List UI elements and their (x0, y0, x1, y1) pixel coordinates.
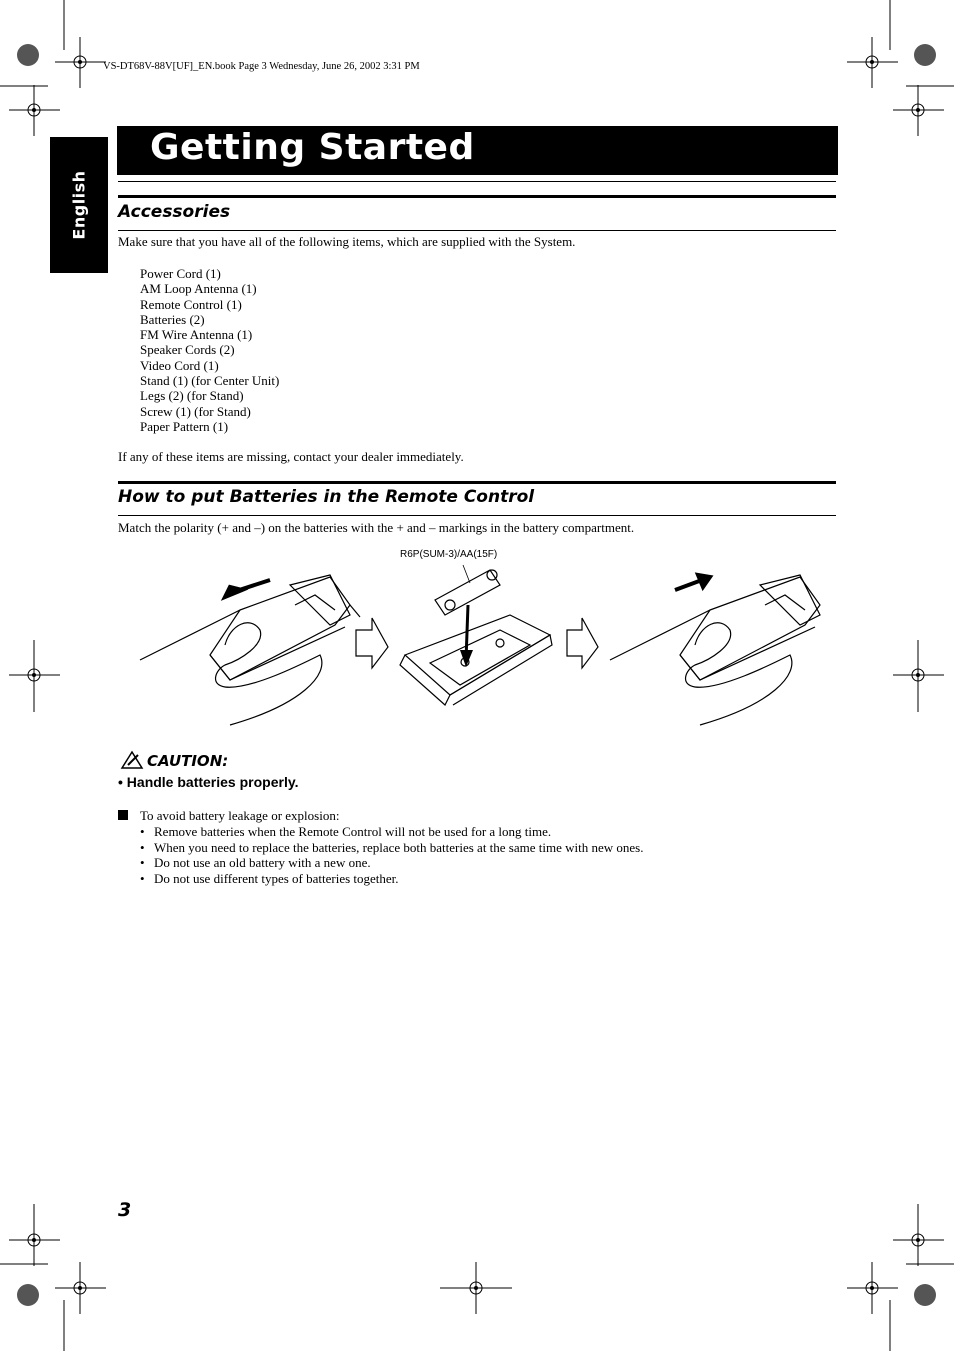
square-bullet-icon (118, 810, 128, 820)
list-item: Batteries (2) (140, 311, 205, 327)
language-tab-label: English (69, 170, 89, 240)
caution-icon (120, 750, 144, 770)
divider-thin (118, 515, 836, 516)
accessories-intro: Make sure that you have all of the following items, which are supplied with the System. (118, 234, 576, 249)
list-item: Speaker Cords (2) (140, 342, 235, 358)
language-tab (50, 137, 108, 273)
list-item: Legs (2) (for Stand) (140, 388, 244, 404)
list-item (140, 855, 643, 871)
book-info-header: VS-DT68V-88V[UF]_EN.book Page 3 Wednesday, June 26, 2002 3:31 PM (103, 61, 420, 72)
battery-type-label: R6P(SUM-3)/AA(15F) (400, 549, 498, 560)
list-item-text: Do not use different types of batteries together. (154, 870, 399, 886)
batteries-intro: Match the polarity (+ and –) on the batteries with the + and – markings in the battery compartment. (118, 520, 635, 535)
leakage-intro: To avoid battery leakage or explosion: (140, 808, 340, 823)
list-item (140, 840, 643, 856)
page-title: Getting Started (150, 127, 475, 168)
list-item-text: Remove batteries when the Remote Control will not be used for a long time. (154, 824, 552, 839)
list-item: Video Cord (1) (140, 357, 219, 373)
list-item-text: Do not use an old battery with a new one. (154, 855, 371, 870)
divider-thin (118, 230, 836, 231)
list-item: Stand (1) (for Center Unit) (140, 373, 280, 389)
list-item-text: When you need to replace the batteries, replace both batteries at the same time with new ones. (154, 839, 644, 855)
divider-thick (118, 195, 836, 198)
divider-thick (118, 481, 836, 484)
batteries-heading: How to put Batteries in the Remote Control (118, 487, 535, 507)
caution-label: CAUTION: (147, 752, 229, 770)
caution-bullet: • Handle batteries properly. (118, 774, 299, 790)
accessories-heading: Accessories (118, 202, 231, 222)
list-item: Remote Control (1) (140, 296, 242, 312)
missing-items-note: If any of these items are missing, contact your dealer immediately. (118, 449, 464, 464)
battery-insertion-illustration (130, 555, 830, 735)
list-item: AM Loop Antenna (1) (140, 281, 257, 297)
list-item: Screw (1) (for Stand) (140, 403, 251, 419)
list-item (140, 871, 643, 887)
list-item: Paper Pattern (1) (140, 418, 229, 434)
list-item: FM Wire Antenna (1) (140, 327, 253, 343)
divider-thin (118, 181, 836, 182)
page-number: 3 (118, 1199, 132, 1221)
list-item: Power Cord (1) (140, 266, 221, 281)
accessories-list (140, 266, 279, 434)
list-item (140, 824, 643, 840)
caution-points-list (140, 824, 643, 886)
